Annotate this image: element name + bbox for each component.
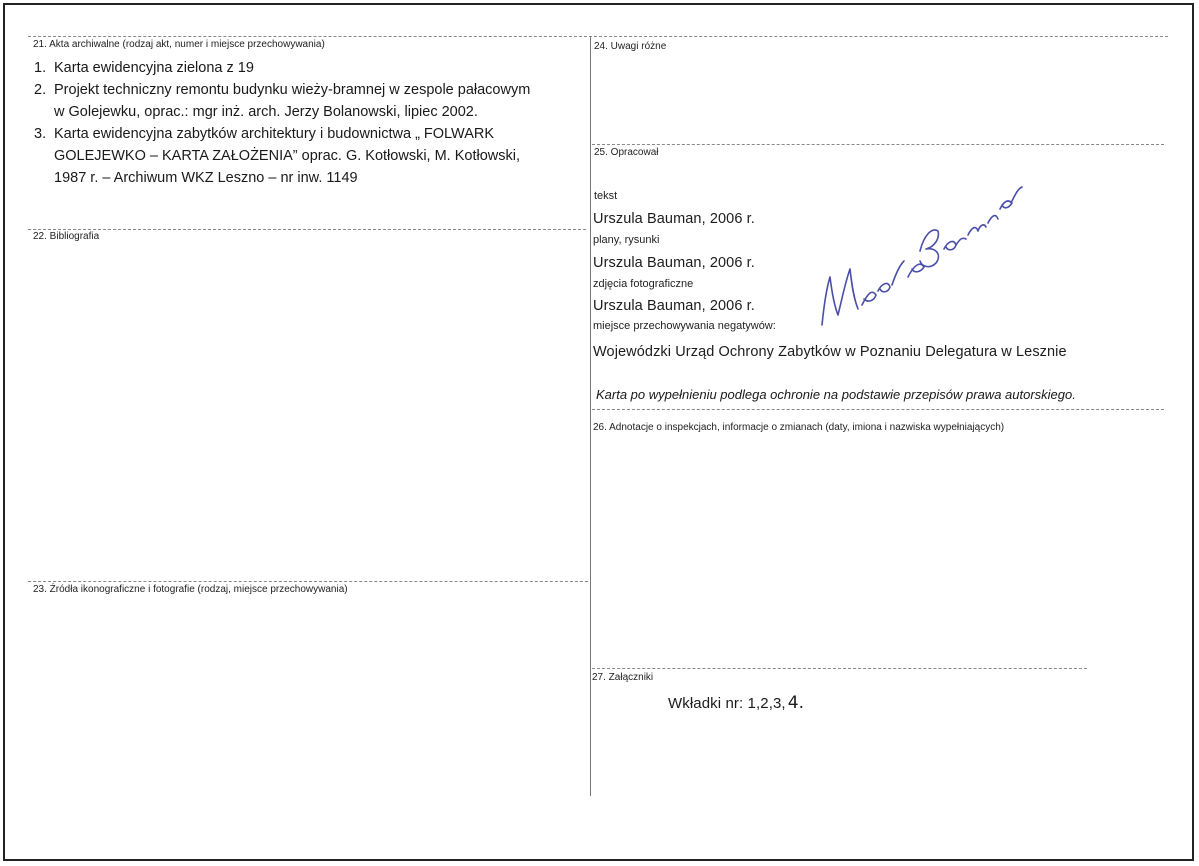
- list-item-text: w Golejewku, oprac.: mgr inż. arch. Jerzy Bolanowski, lipiec 2002.: [54, 104, 478, 120]
- list-item-number: 2.: [34, 82, 47, 98]
- list-item: [34, 123, 530, 189]
- label-tekst: tekst: [594, 190, 618, 202]
- section-22-header: 22. Bibliografia: [33, 231, 100, 242]
- list-item-text: Karta ewidencyjna zabytków architektury i budownictwa „ FOLWARK: [54, 126, 495, 142]
- list-item-text: GOLEJEWKO – KARTA ZAŁOŻENIA” oprac. G. Kotłowski, M. Kotłowski,: [54, 148, 521, 164]
- rule-25-top: [592, 144, 1164, 145]
- label-plany: plany, rysunki: [593, 234, 660, 246]
- list-item-text: Projekt techniczny remontu budynku wieży-bramnej w zespole pałacowym: [54, 82, 531, 98]
- section-23-header: 23. Źródła ikonograficzne i fotografie (rodzaj, miejsce przechowywania): [33, 584, 348, 595]
- attachments-handwritten-suffix: 4.: [787, 693, 805, 713]
- list-item-number: 1.: [34, 60, 47, 76]
- rule-23-top: [28, 581, 588, 582]
- rule-21-top: [28, 36, 1168, 37]
- archival-records-list: [34, 57, 530, 189]
- section-24-header: 24. Uwagi różne: [594, 41, 667, 52]
- signature-image: [812, 165, 1032, 335]
- section-26-header: 26. Adnotacje o inspekcjach, informacje o zmianach (daty, imiona i nazwiska wypełniających): [593, 422, 1005, 433]
- rule-22-top: [28, 229, 586, 230]
- list-item-text: Karta ewidencyjna zielona z 19: [54, 60, 254, 76]
- section-27-header: 27. Załączniki: [592, 672, 654, 683]
- label-negatywy: miejsce przechowywania negatywów:: [593, 320, 776, 332]
- list-item-number: 3.: [34, 126, 47, 142]
- attachments-numbers: Wkładki nr: 1,2,3,: [668, 695, 786, 712]
- value-zdjecia: Urszula Bauman, 2006 r.: [593, 298, 755, 314]
- list-item-text: 1987 r. – Archiwum WKZ Leszno – nr inw. 1149: [54, 170, 358, 186]
- rule-27-top: [592, 668, 1087, 669]
- value-plany: Urszula Bauman, 2006 r.: [593, 255, 755, 271]
- value-tekst: Urszula Bauman, 2006 r.: [593, 211, 755, 227]
- attachments-value: [668, 693, 804, 713]
- label-zdjecia: zdjęcia fotograficzne: [593, 278, 694, 290]
- value-negatywy: Wojewódzki Urząd Ochrony Zabytków w Poznaniu Delegatura w Lesznie: [593, 344, 1067, 360]
- list-item: [34, 79, 530, 123]
- section-21-header: 21. Akta archiwalne (rodzaj akt, numer i miejsce przechowywania): [33, 39, 325, 50]
- section-25-header: 25. Opracował: [594, 147, 659, 158]
- column-divider: [590, 36, 591, 796]
- rule-26-top: [592, 409, 1164, 410]
- list-item: [34, 57, 530, 79]
- copyright-note: Karta po wypełnieniu podlega ochronie na podstawie przepisów prawa autorskiego.: [596, 387, 1076, 402]
